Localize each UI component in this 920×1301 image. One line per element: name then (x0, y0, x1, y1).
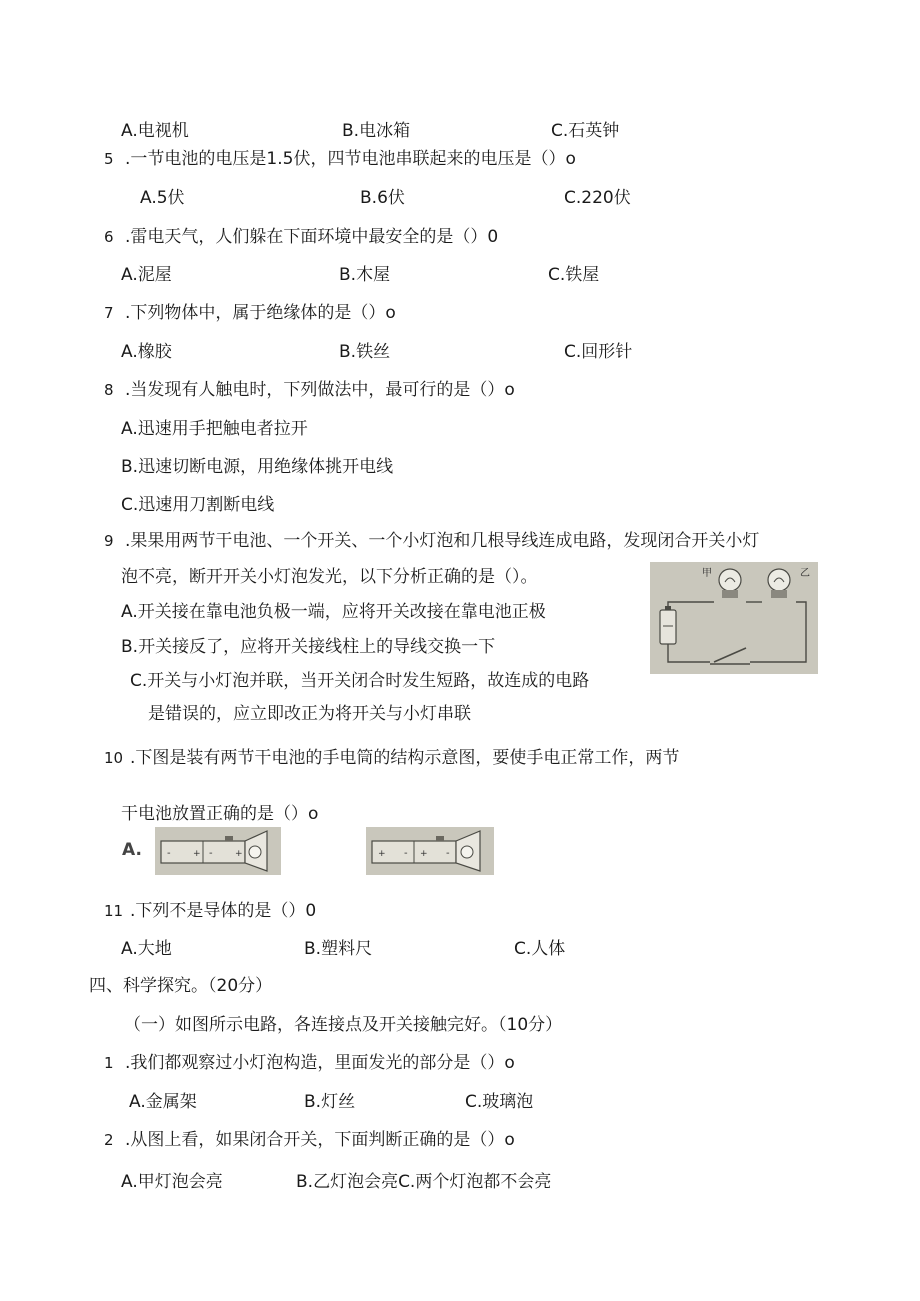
svg-text:+: + (193, 849, 201, 859)
p2-option-bc: B.乙灯泡会亮C.两个灯泡都不会亮 (296, 1172, 552, 1192)
q10-stem-line2: 干电池放置正确的是（）o (121, 804, 319, 824)
q4-option-b: B.电冰箱 (342, 121, 411, 141)
p2-option-a: A.甲灯泡会亮 (121, 1172, 223, 1192)
bulb-yi-icon (768, 569, 790, 598)
bulb-yi-label: 乙 (800, 568, 810, 579)
q6-number: 6 (104, 228, 114, 246)
q8-stem: .当发现有人触电时，下列做法中，最可行的是（）o (125, 380, 515, 400)
q7-number: 7 (104, 304, 114, 322)
q9-option-c-line1: C.开关与小灯泡并联，当开关闭合时发生短路，故连成的电路 (130, 671, 590, 691)
q11-stem: .下列不是导体的是（）0 (130, 901, 317, 921)
p1-option-c: C.玻璃泡 (465, 1092, 534, 1112)
q7-option-c: C.回形针 (564, 342, 633, 362)
q5-stem: .一节电池的电压是1.5伏，四节电池串联起来的电压是（）o (125, 149, 576, 169)
q5-number: 5 (104, 150, 114, 168)
svg-text:-: - (404, 848, 408, 859)
q4-option-c: C.石英钟 (551, 121, 620, 141)
q10-option-a-label: A. (122, 840, 142, 860)
q4-option-a: A.电视机 (121, 121, 189, 141)
p1-stem: .我们都观察过小灯泡构造，里面发光的部分是（）o (125, 1053, 515, 1073)
q6-option-c: C.铁屋 (548, 265, 600, 285)
q9-stem-line2: 泡不亮，断开开关小灯泡发光，以下分析正确的是（）。 (121, 567, 538, 587)
q9-stem-line1: .果果用两节干电池、一个开关、一个小灯泡和几根导线连成电路，发现闭合开关小灯 (125, 531, 760, 551)
q5-option-a: A.5伏 (140, 188, 185, 208)
q7-option-b: B.铁丝 (339, 342, 391, 362)
svg-text:+: + (235, 849, 243, 859)
q9-option-c-line2: 是错误的，应立即改正为将开关与小灯串联 (148, 704, 471, 724)
p1-option-a: A.金属架 (129, 1092, 197, 1112)
q11-option-a: A.大地 (121, 939, 172, 959)
svg-text:+: + (378, 849, 386, 859)
q6-option-b: B.木屋 (339, 265, 391, 285)
q6-option-a: A.泥屋 (121, 265, 172, 285)
q8-option-a: A.迅速用手把触电者拉开 (121, 419, 308, 439)
section-4-title: 四、科学探究。（20分） (89, 976, 273, 996)
q8-option-c: C.迅速用刀割断电线 (121, 495, 275, 515)
flashlight-option-b (366, 827, 494, 875)
q10-stem-line1: .下图是装有两节干电池的手电筒的结构示意图，要使手电正常工作，两节 (130, 748, 680, 768)
q8-option-b: B.迅速切断电源，用绝缘体挑开电线 (121, 457, 394, 477)
q5-option-c: C.220伏 (564, 188, 631, 208)
q10-number: 10 (104, 749, 124, 767)
q7-option-a: A.橡胶 (121, 342, 172, 362)
p2-stem: .从图上看，如果闭合开关，下面判断正确的是（）o (125, 1130, 515, 1150)
q7-stem: .下列物体中，属于绝缘体的是（）o (125, 303, 396, 323)
q8-number: 8 (104, 381, 114, 399)
q11-number: 11 (104, 902, 124, 920)
svg-text:-: - (446, 848, 450, 859)
q11-option-c: C.人体 (514, 939, 566, 959)
bulb-jia-icon (719, 569, 741, 598)
q5-option-b: B.6伏 (360, 188, 405, 208)
bulb-jia-label: 甲 (702, 568, 712, 579)
circuit-diagram (650, 562, 818, 674)
p2-number: 2 (104, 1131, 114, 1149)
svg-text:-: - (167, 848, 171, 859)
part-1-title: （一）如图所示电路，各连接点及开关接触完好。（10分） (124, 1015, 563, 1035)
q9-option-a: A.开关接在靠电池负极一端，应将开关改接在靠电池正极 (121, 602, 546, 622)
q9-number: 9 (104, 532, 114, 550)
p1-number: 1 (104, 1054, 114, 1072)
q11-option-b: B.塑料尺 (304, 939, 373, 959)
battery-icon (660, 606, 676, 644)
flashlight-option-a (155, 827, 281, 875)
q9-option-b: B.开关接反了，应将开关接线柱上的导线交换一下 (121, 637, 496, 657)
svg-text:-: - (209, 848, 213, 859)
q6-stem: .雷电天气，人们躲在下面环境中最安全的是（）0 (125, 227, 499, 247)
p1-option-b: B.灯丝 (304, 1092, 356, 1112)
svg-text:+: + (420, 849, 428, 859)
